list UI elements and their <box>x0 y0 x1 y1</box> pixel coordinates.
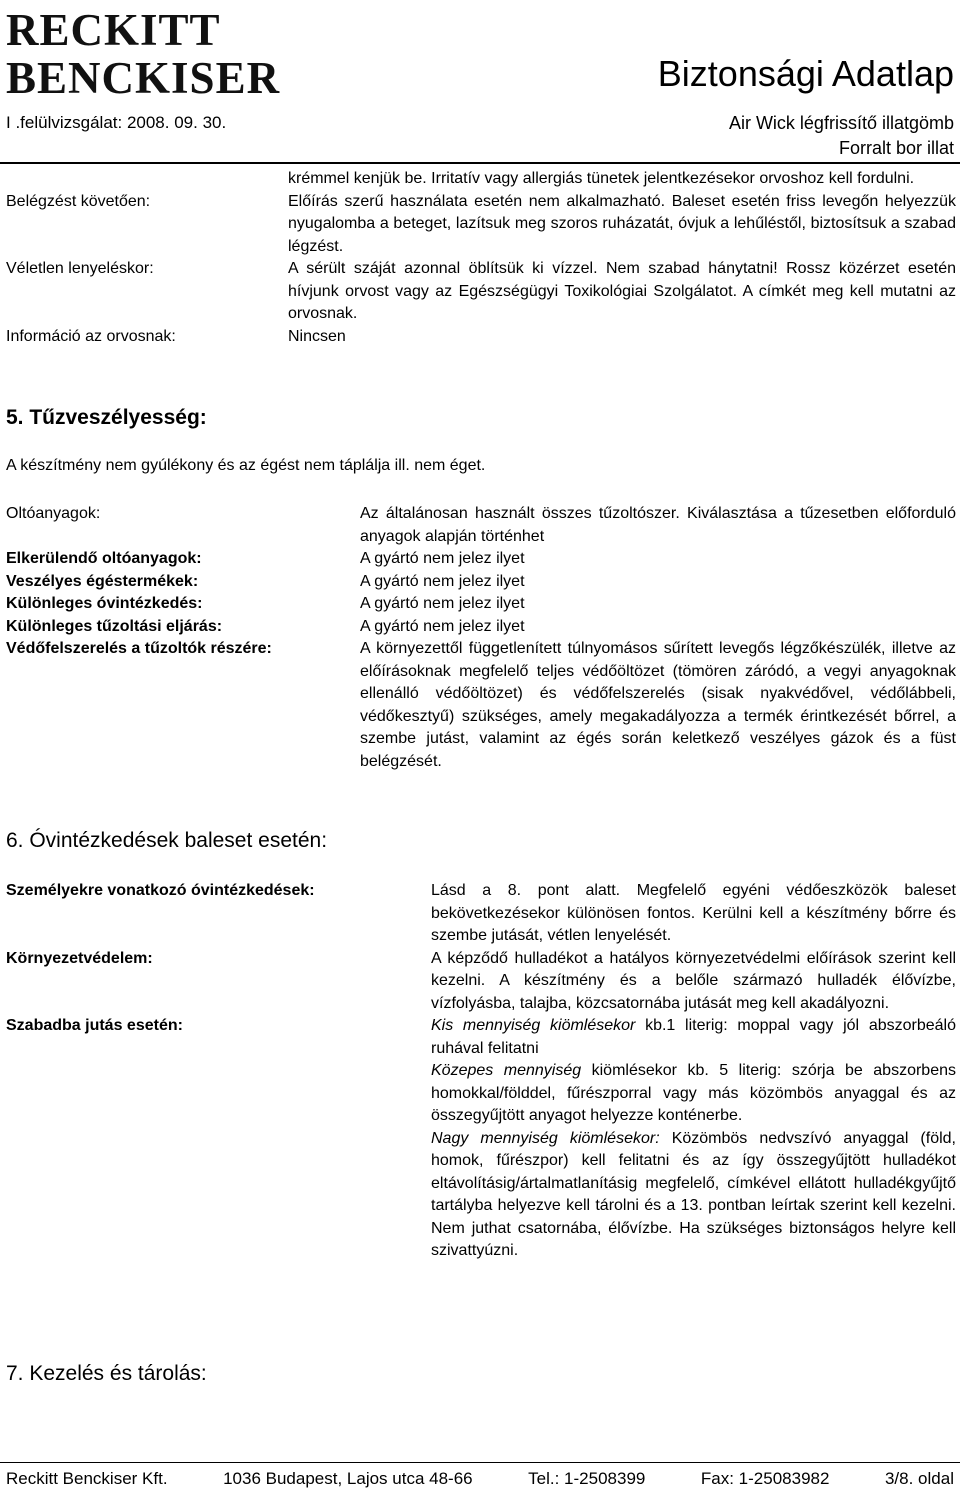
release-small-text: kb.1 literig: moppal vagy jól abszorbeáló ruhával felitatni <box>431 1017 956 1057</box>
accident-value: A képződő hulladékot a hatályos környezetvédelmi előírások szerint kell kezelni. A készítmény és a belőle származó hulladék élővízbe, vízfolyásba, talajba, közcsatornába jutását meg kell akadályozni. <box>431 949 956 1012</box>
logo-line-2: BENCKISER <box>6 53 281 103</box>
first-aid-row-physician <box>6 326 956 349</box>
product-name: Air Wick légfrissítő illatgömb <box>728 113 954 133</box>
release-large-em: Nagy mennyiség kiömlésekor: <box>431 1129 660 1147</box>
company-logo <box>6 6 296 106</box>
section-6-accident-table <box>6 880 956 1263</box>
footer-rule <box>0 1462 960 1463</box>
fire-row <box>6 638 956 773</box>
fire-value: Az általánosan használt összes tűzoltószer. Kiválasztása a tűzesetben előforduló anyagok alapján történhet <box>360 505 956 545</box>
section-7-heading: 7. Kezelés és tárolás: <box>6 1362 207 1385</box>
header-rule <box>0 162 960 164</box>
first-aid-row-inhalation <box>6 191 956 259</box>
first-aid-label: Véletlen lenyeléskor: <box>6 260 154 277</box>
fire-label: Védőfelszerelés a tűzoltók részére: <box>6 640 272 657</box>
release-large-text: Közömbös nedvszívó anyaggal (föld, homok, fűrészpor) kell felitatni és az így összegyűjtött hulladékot eltávolításig/ártalmatlanításig megfelelő, címkével ellátott hulladékgyűjtő tartályba helyezve kell tárolni és a 13. pontban leírtak szerint kell kezelni. Nem juthat csatornába, élővízbe. Ha szükséges biztonságos helyre kell szivattyúzni. <box>431 1129 956 1259</box>
footer-address: 1036 Budapest, Lajos utca 48-66 <box>223 1469 473 1488</box>
section-6-heading: 6. Óvintézkedések baleset esetén: <box>6 829 328 852</box>
fire-value: A gyártó nem jelez ilyet <box>360 550 525 567</box>
fire-row <box>6 616 956 639</box>
fire-row <box>6 571 956 594</box>
fire-value: A gyártó nem jelez ilyet <box>360 595 525 612</box>
section-5-heading: 5. Tűzveszélyesség: <box>6 406 207 429</box>
accident-label: Környezetvédelem: <box>6 949 153 967</box>
first-aid-row-ingestion <box>6 258 956 326</box>
fire-row <box>6 593 956 616</box>
first-aid-value: Előírás szerű használata esetén nem alkalmazható. Baleset esetén friss levegőn helyezzük nyugalomba a beteget, lazítsuk meg szoros ruházatát, óvjuk a lehűléstől, biztosítsuk a szabad légzést. <box>288 192 956 255</box>
fire-label: Különleges óvintézkedés: <box>6 595 203 612</box>
first-aid-label: Belégzést követően: <box>6 192 151 210</box>
footer-company: Reckitt Benckiser Kft. <box>6 1469 168 1488</box>
release-medium-text: kiömlésekor kb. 5 literig: szórja be abszorbens homokkal/földdel, fűrészporral vagy más közömbös anyaggal és az összegyűjtött anyagot helyezze konténerbe. <box>431 1062 956 1124</box>
first-aid-value: Nincsen <box>288 327 346 345</box>
revision-date: I .felülvizsgálat: 2008. 09. 30. <box>6 113 227 132</box>
release-large <box>431 1128 956 1263</box>
section-4-first-aid <box>6 168 956 348</box>
accident-row-environment <box>6 948 956 1016</box>
accident-label: Szabadba jutás esetén: <box>6 1017 183 1034</box>
fire-label: Elkerülendő oltóanyagok: <box>6 550 202 567</box>
fire-value: A gyártó nem jelez ilyet <box>360 617 525 635</box>
accident-row-personal <box>6 880 956 948</box>
page-footer <box>6 1468 954 1490</box>
release-value <box>431 1015 956 1263</box>
release-medium <box>431 1060 956 1128</box>
accident-label: Személyekre vonatkozó óvintézkedések: <box>6 882 315 899</box>
first-aid-value: A sérült száját azonnal öblítsük ki vízzel. Nem szabad hánytatni! Rossz közérzet esetén hívjunk orvost vagy az Egészségügyi Toxikológiai Szolgálatot. A címkét meg kell mutatni az orvosnak. <box>288 260 956 322</box>
accident-row-release <box>6 1015 956 1263</box>
fire-row <box>6 548 956 571</box>
footer-fax: Fax: 1-25083982 <box>700 1469 830 1488</box>
section-5-fire-table <box>6 503 956 773</box>
first-aid-continuation-row <box>6 168 956 191</box>
document-title: Biztonsági Adatlap <box>657 53 954 94</box>
release-medium-em: Közepes mennyiség <box>431 1062 582 1079</box>
section-5-intro: A készítmény nem gyúlékony és az égést nem táplálja ill. nem éget. <box>6 457 486 474</box>
fire-label: Veszélyes égéstermékek: <box>6 572 199 590</box>
footer-phone: Tel.: 1-2508399 <box>528 1469 646 1488</box>
release-small-em: Kis mennyiség kiömlésekor <box>431 1017 636 1034</box>
accident-value: Lásd a 8. pont alatt. Megfelelő egyéni védőeszközök baleset bekövetkezésekor különösen fontos. Kerülni kell a készítmény bőrre és szembe jutását, vétlen lenyelését. <box>431 882 956 944</box>
product-variant: Forralt bor illat <box>838 138 954 158</box>
fire-label: Oltóanyagok: <box>6 505 101 522</box>
fire-value: A környezettől függetlenített túlnyomásos sűrített levegős légzőkészülék, illetve az előírásoknak megfelelő teljes védőöltözet (tömören záródó, a vegyi anyagoknak ellenálló védőöltözet) és védőfelszerelés (sisak nyakvédővel, védőlábbeli, védőkesztyű) szükséges, amely megakadályozza a termék érintkezését bőrrel, a szembe jutást, valamint az égés során keletkező veszélyes gázok és a füst belégzését. <box>360 640 956 770</box>
fire-value: A gyártó nem jelez ilyet <box>360 572 525 590</box>
logo-line-1: RECKITT <box>6 5 221 55</box>
footer-page-number: 3/8. oldal <box>884 1469 954 1488</box>
release-small <box>431 1015 956 1060</box>
fire-row <box>6 503 956 548</box>
first-aid-label: Információ az orvosnak: <box>6 327 176 345</box>
fire-label: Különleges tűzoltási eljárás: <box>6 617 223 635</box>
first-aid-continuation: krémmel kenjük be. Irritatív vagy allergiás tünetek jelentkezésekor orvoshoz kell fordulni. <box>288 170 915 187</box>
